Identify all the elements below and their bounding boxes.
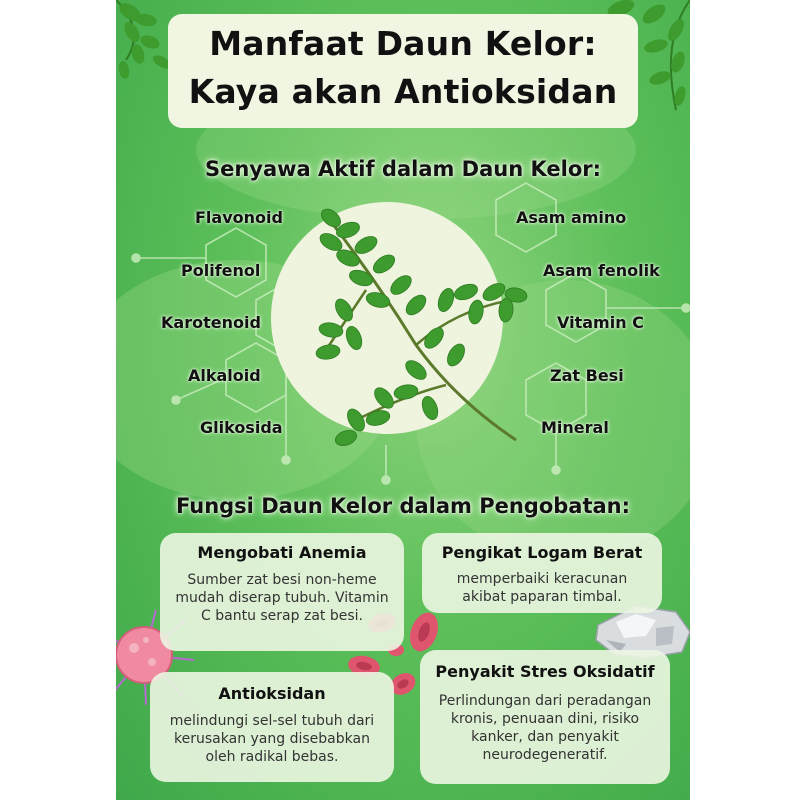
- card-text: Perlindungan dari peradangan kronis, penuaan dini, risiko kanker, dan penyakit neurodegeneratif.: [438, 693, 652, 763]
- compound-label: Karotenoid: [161, 313, 261, 332]
- compound-label: Polifenol: [181, 261, 261, 280]
- benefit-card-heavy-metal: [422, 533, 662, 613]
- compound-label: Flavonoid: [195, 208, 283, 227]
- leaf-corner-icon: [116, 0, 173, 80]
- card-title: Penyakit Stres Oksidatif: [435, 662, 655, 681]
- compound-label: Asam amino: [516, 208, 627, 227]
- compound-label: Glikosida: [200, 418, 283, 437]
- benefit-card-antioxidant: [150, 672, 394, 782]
- card-title: Antioksidan: [218, 684, 326, 703]
- card-text: Sumber zat besi non-heme mudah diserap tubuh. Vitamin C bantu serap zat besi.: [175, 572, 389, 624]
- compounds-heading: Senyawa Aktif dalam Daun Kelor:: [204, 157, 602, 181]
- title-line-1: Manfaat Daun Kelor:: [209, 24, 597, 63]
- title-line-2: Kaya akan Antioksidan: [188, 72, 618, 111]
- functions-heading: Fungsi Daun Kelor dalam Pengobatan:: [175, 494, 631, 518]
- infographic-poster: [116, 0, 690, 800]
- compound-label: Asam fenolik: [543, 261, 660, 280]
- card-title: Pengikat Logam Berat: [441, 543, 643, 562]
- compound-label: Alkaloid: [188, 366, 261, 385]
- compound-label: Zat Besi: [550, 366, 624, 385]
- benefit-card-anemia: [160, 533, 404, 651]
- benefit-card-oxidative-stress: [420, 650, 670, 784]
- compound-label: Vitamin C: [557, 313, 644, 332]
- card-text: melindungi sel-sel tubuh dari kerusakan yang disebabkan oleh radikal bebas.: [169, 713, 375, 765]
- compound-label: Mineral: [541, 418, 609, 437]
- card-text: memperbaiki keracunan akibat paparan timbal.: [456, 571, 628, 605]
- title-banner: [168, 14, 638, 128]
- card-title: Mengobati Anemia: [197, 543, 367, 562]
